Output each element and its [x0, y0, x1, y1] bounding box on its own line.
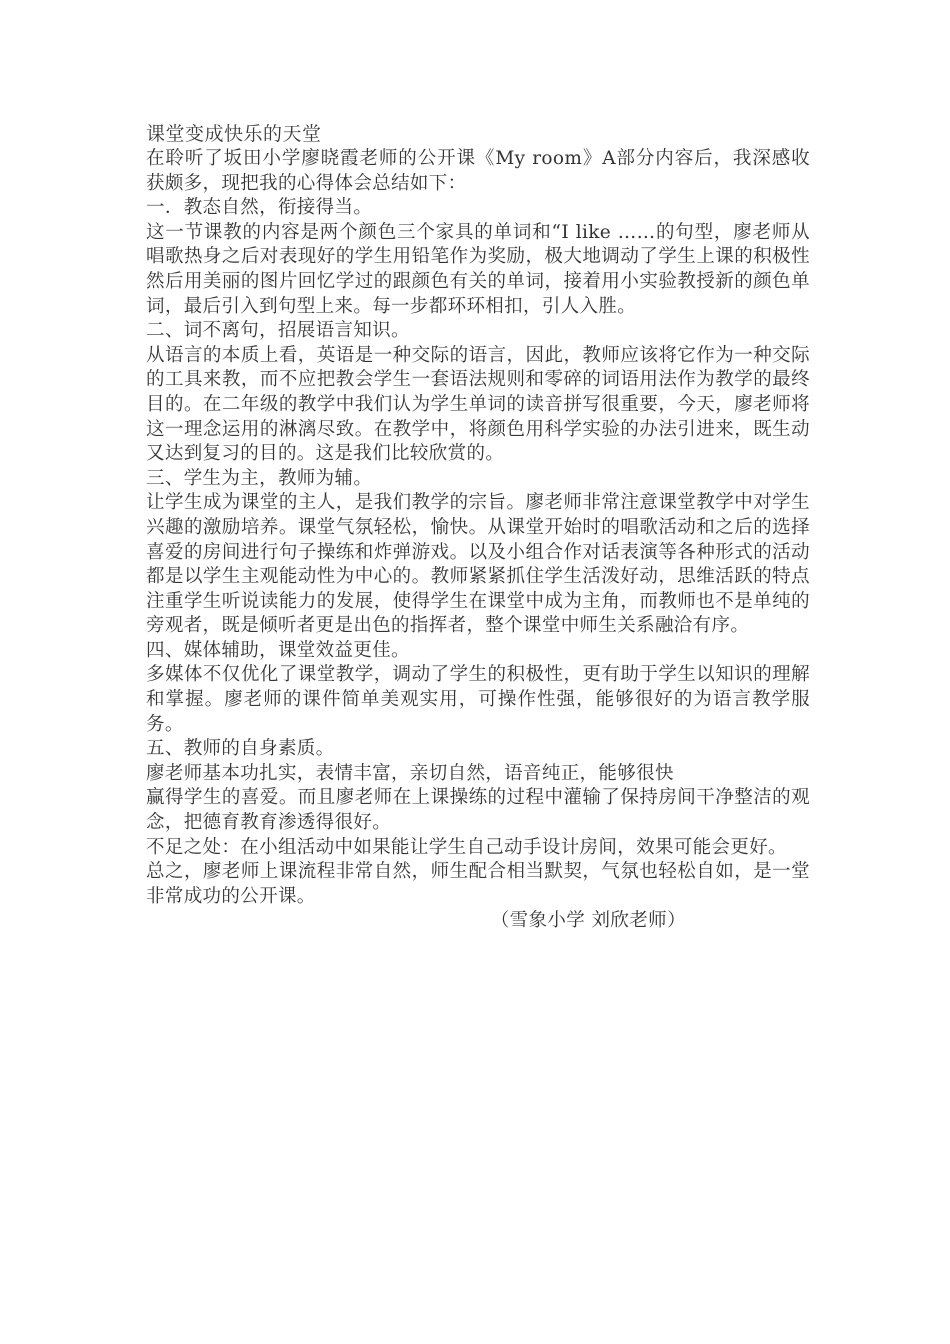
section-3-heading: 三、学生为主，教师为辅。 — [146, 467, 373, 489]
section-3-paragraph: 让学生成为课堂的主人，是我们教学的宗旨。廖老师非常注意课堂教学中对学生兴趣的激励培养。课堂气氛轻松，愉快。从课堂开始时的唱歌活动和之后的选择喜爱的房间进行句子操练和炸弹游戏。以及小组合作对话表演等各种形式的活动都是以学生主观能动性为中心的。教师紧紧抓住学生活泼好动，思维活跃的特点注重学生听说读能力的发展，使得学生在课堂中成为主角，而教师也不是单纯的旁观者，既是倾听者更是出色的指挥者，整个课堂中师生关系融洽有序。 — [146, 492, 810, 637]
section-2-paragraph: 从语言的本质上看，英语是一种交际的语言，因此，教师应该将它作为一种交际的工具来教，而不应把教会学生一套语法规则和零碎的词语用法作为教学的最终目的。在二年级的教学中我们认为学生单词的读音拼写很重要，今天，廖老师将这一理念运用的淋漓尽致。在教学中，将颜色用科学实验的办法引进来，既生动又达到复习的目的。这是我们比较欣赏的。 — [146, 344, 810, 465]
section-5-heading: 五、教师的自身素质。 — [146, 738, 335, 760]
document-title: 课堂变成快乐的天堂 — [146, 123, 322, 145]
shortcoming-paragraph: 不足之处：在小组活动中如果能让学生自己动手设计房间，效果可能会更好。 — [146, 836, 787, 858]
section-1-heading: 一．教态自然，衔接得当。 — [146, 197, 373, 219]
section-5-paragraph-2: 赢得学生的喜爱。而且廖老师在上课操练的过程中灌输了保持房间干净整洁的观念，把德育教育渗透得很好。 — [146, 787, 810, 834]
section-4-heading: 四、媒体辅助，课堂效益更佳。 — [146, 639, 410, 661]
section-5-paragraph-1: 廖老师基本功扎实，表情丰富，亲切自然，语音纯正，能够很快 — [146, 762, 674, 784]
author-signature: （雪象小学 刘欣老师） — [490, 910, 686, 932]
section-1-paragraph: 这一节课教的内容是两个颜色三个家具的单词和“I like ……的句型，廖老师从唱歌热身之后对表现好的学生用铅笔作为奖励，极大地调动了学生上课的积极性然后用美丽的图片回忆学过的跟颜色有关的单词，接着用小实验教授新的颜色单词，最后引入到句型上来。每一步都环环相扣，引人入胜。 — [146, 221, 810, 317]
conclusion-paragraph: 总之，廖老师上课流程非常自然，师生配合相当默契，气氛也轻松自如，是一堂非常成功的公开课。 — [146, 861, 810, 907]
document-body — [146, 121, 810, 934]
section-4-paragraph: 多媒体不仅优化了课堂教学，调动了学生的积极性，更有助于学生以知识的理解和掌握。廖老师的课件简单美观实用，可操作性强，能够很好的为语言教学服务。 — [146, 664, 810, 735]
intro-paragraph: 在聆听了坂田小学廖晓霞老师的公开课《My room》A部分内容后，我深感收获颇多，现把我的心得体会总结如下： — [146, 148, 810, 194]
section-2-heading: 二、词不离句，招展语言知识。 — [146, 320, 410, 342]
